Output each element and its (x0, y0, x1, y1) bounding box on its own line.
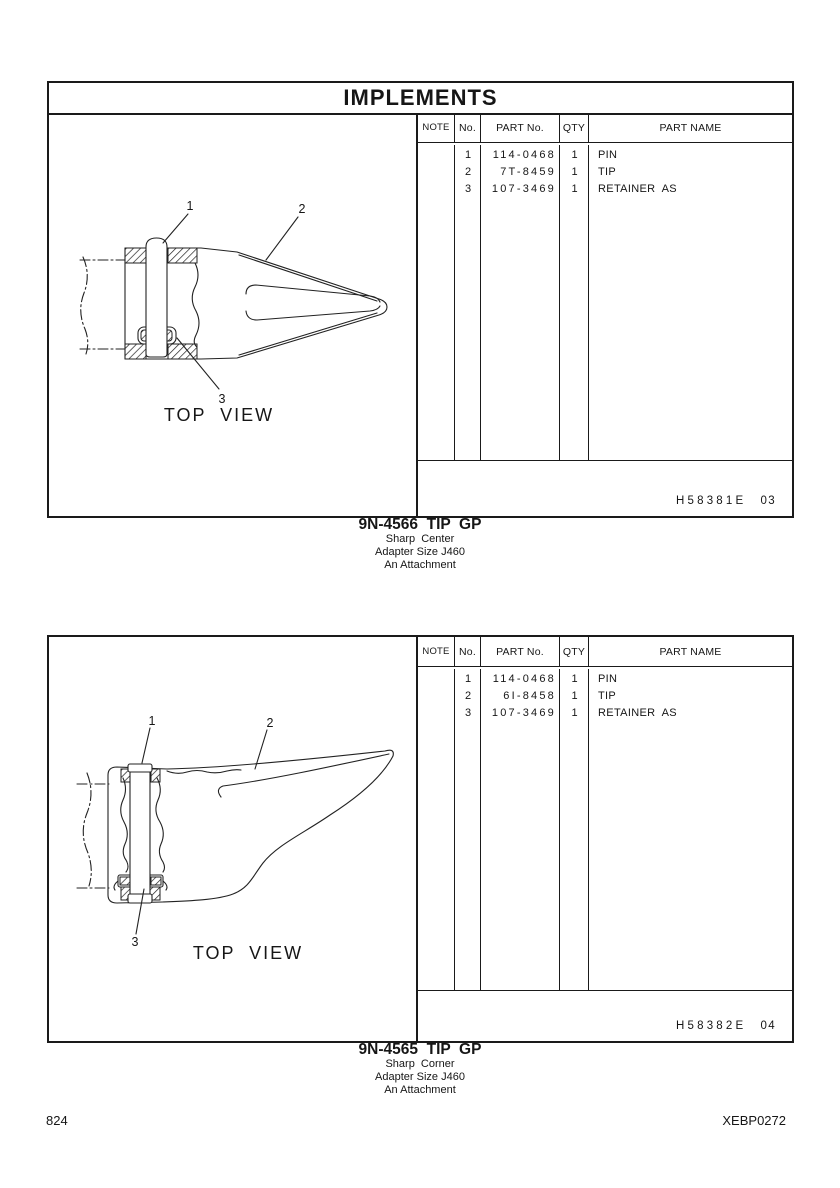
leader-line (266, 217, 298, 260)
drawing-sharp-corner-tip (49, 637, 420, 1041)
cast-edge (167, 770, 241, 774)
callout-3: 3 (131, 935, 139, 949)
figure-code (676, 1020, 776, 1032)
column-divider (480, 669, 482, 991)
cell-part-no: 6I-8458 (503, 690, 556, 702)
cell-no: 2 (464, 166, 472, 178)
hatch-region (120, 877, 130, 885)
column-divider (559, 669, 561, 991)
col-header-no: No. (455, 113, 481, 142)
caption-title: 9N-4565 TIP GP (358, 1041, 482, 1058)
caption-line: An Attachment (384, 559, 456, 571)
cell-part-name: TIP (598, 690, 617, 702)
column-divider (588, 669, 590, 991)
cell-part-no: 114-0468 (492, 149, 556, 161)
cell-qty: 1 (571, 707, 578, 719)
figure-sheet-value: 04 (760, 1020, 776, 1032)
page-title: IMPLEMENTS (49, 83, 792, 115)
cell-note (418, 147, 455, 164)
figure-caption (0, 1041, 840, 1097)
cell-no: 1 (464, 149, 472, 161)
caption-line: Sharp Center (385, 533, 455, 545)
table-footer (418, 460, 792, 516)
break-line (83, 773, 91, 886)
break-line (121, 778, 128, 872)
figure-caption (0, 516, 840, 572)
cell-note (418, 688, 455, 705)
document-code: XEBP0272 (722, 1113, 786, 1128)
callout-1: 1 (186, 199, 194, 213)
col-header-note: NOTE (418, 637, 455, 666)
table-header-row (418, 637, 792, 667)
cell-part-name: PIN (598, 673, 618, 685)
retainer-wing (163, 881, 167, 890)
caption-line: Sharp Corner (385, 1058, 455, 1070)
column-divider (588, 145, 590, 461)
section-sharp-center-tip (47, 81, 794, 518)
leader-line (163, 214, 188, 243)
col-header-part-name: PART NAME (659, 645, 722, 658)
table-row (418, 181, 792, 198)
parts-table (416, 113, 792, 516)
page-number: 824 (46, 1113, 68, 1128)
bevel-edge (239, 255, 377, 301)
break-line (192, 263, 199, 347)
break-line (81, 257, 88, 354)
leader-line (177, 338, 219, 389)
callout-2: 2 (298, 202, 306, 216)
figure-code-value: H58382E (675, 1020, 747, 1032)
column-divider (454, 669, 456, 991)
hatch-region (151, 877, 161, 885)
table-row (418, 705, 792, 722)
retainer-wing (114, 881, 118, 890)
col-header-part-no: PART No. (481, 113, 560, 142)
table-body (418, 666, 792, 991)
cell-part-name: PIN (598, 149, 618, 161)
table-row (418, 671, 792, 688)
cell-note (418, 181, 455, 198)
pin-part (130, 772, 150, 894)
col-header-qty: QTY (560, 113, 589, 142)
callout-1: 1 (148, 714, 156, 728)
column-divider (559, 145, 561, 461)
cell-part-name: RETAINER AS (598, 183, 677, 195)
cell-part-no: 114-0468 (492, 673, 556, 685)
caption-line: An Attachment (384, 1084, 456, 1096)
col-header-note: NOTE (418, 113, 455, 142)
ridge-line (246, 285, 380, 302)
view-label: TOP VIEW (192, 943, 304, 963)
callout-3: 3 (218, 392, 226, 406)
caption-line: Adapter Size J460 (375, 546, 465, 558)
pin-cap (128, 894, 152, 903)
table-row (418, 147, 792, 164)
view-label: TOP VIEW (163, 405, 275, 425)
leader-line (142, 728, 150, 763)
break-line (156, 778, 165, 872)
cell-note (418, 705, 455, 722)
cell-qty: 1 (571, 690, 578, 702)
cell-qty: 1 (571, 149, 578, 161)
cell-part-name: TIP (598, 166, 617, 178)
cell-note (418, 164, 455, 181)
cell-no: 3 (464, 183, 472, 195)
callout-2: 2 (266, 716, 274, 730)
drawing-sharp-center-tip (49, 113, 420, 516)
figure-code-value: H58381E (675, 495, 747, 507)
cell-qty: 1 (571, 183, 578, 195)
cell-note (418, 671, 455, 688)
hatch-region (168, 248, 197, 263)
col-header-part-name: PART NAME (659, 121, 722, 134)
hatch-region (125, 248, 146, 263)
cell-no: 2 (464, 690, 472, 702)
cell-no: 3 (464, 707, 472, 719)
cell-part-no: 107-3469 (491, 183, 556, 195)
column-divider (454, 145, 456, 461)
parts-table (416, 637, 792, 1041)
figure-code (676, 495, 776, 507)
table-header-row (418, 113, 792, 143)
tip-part (163, 750, 393, 902)
table-body (418, 142, 792, 461)
caption-line: Adapter Size J460 (375, 1071, 465, 1083)
cell-qty: 1 (571, 166, 578, 178)
cell-no: 1 (464, 673, 472, 685)
table-footer (418, 990, 792, 1041)
table-row (418, 688, 792, 705)
table-row (418, 164, 792, 181)
cell-qty: 1 (571, 673, 578, 685)
pin-part (146, 238, 167, 357)
figure-sheet-value: 03 (760, 495, 776, 507)
caption-title: 9N-4566 TIP GP (358, 516, 482, 533)
pin-cap (128, 764, 152, 772)
column-divider (480, 145, 482, 461)
col-header-qty: QTY (560, 637, 589, 666)
col-header-part-no: PART No. (481, 637, 560, 666)
col-header-no: No. (455, 637, 481, 666)
cell-part-name: RETAINER AS (598, 707, 677, 719)
hatch-region (125, 344, 146, 359)
cell-part-no: 7T-8459 (500, 166, 556, 178)
section-sharp-corner-tip (47, 635, 794, 1043)
cell-part-no: 107-3469 (491, 707, 556, 719)
